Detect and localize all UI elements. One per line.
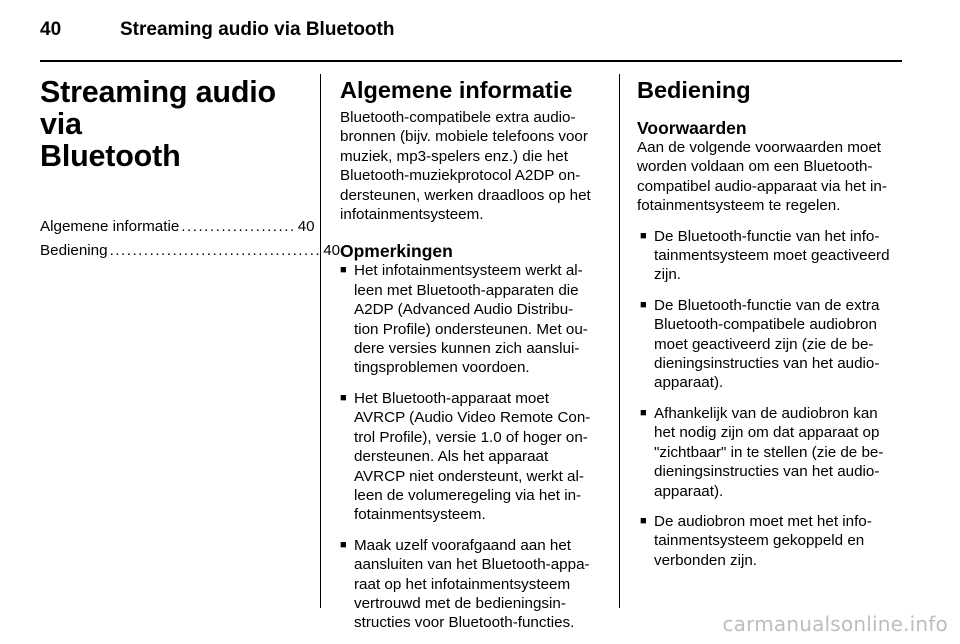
bullet-icon: ■	[340, 264, 347, 277]
list-item: ■ De Bluetooth-functie van de extra Bluetooth-compatibele audiobron moet geactiveerd zijn (zie de be- dieningsinstructies van het audio- apparaat).	[640, 296, 880, 392]
header-divider	[40, 60, 902, 62]
toc-leader: .....................................	[109, 242, 322, 259]
list-item: ■ Het Bluetooth-apparaat moet AVRCP (Audio Video Remote Con- trol Profile), versie 1.0 of hoger on- dersteunen. Als het apparaat AVRCP niet ondersteunt, werkt al- leen de volumeregeling via het in- fotainmentsysteem.	[340, 389, 591, 524]
list-item: ■ De audiobron moet met het info- tainmentsysteem gekoppeld en verbonden zijn.	[640, 512, 872, 569]
bullet-icon: ■	[340, 391, 347, 404]
conditions-list	[640, 227, 903, 571]
bullet-icon: ■	[340, 538, 347, 551]
toc-entry-label: Bediening	[40, 242, 108, 259]
section-heading-operation: Bediening	[637, 77, 751, 103]
list-item: ■ Afhankelijk van de audiobron kan het nodig zijn om dat apparaat op "zichtbaar" in te stellen (zie de be- dieningsinstructies van het audio- apparaat).	[640, 404, 884, 500]
section-heading-general: Algemene informatie	[340, 77, 573, 103]
column-divider-2	[619, 74, 620, 608]
list-item: ■ De Bluetooth-functie van het info- tainmentsysteem moet geactiveerd zijn.	[640, 227, 890, 284]
chapter-column	[40, 70, 341, 265]
toc-entry-page: 40	[323, 242, 341, 259]
toc-entry[interactable]	[40, 241, 341, 261]
conditions-lead: Aan de volgende voorwaarden moet worden voldaan om een Bluetooth- compatibel audio-apparaat via het in- fotainmentsysteem te regelen.	[637, 139, 887, 215]
operation-column	[637, 70, 903, 581]
notes-list	[340, 261, 604, 632]
running-title: Streaming audio via Bluetooth	[120, 19, 395, 40]
column-divider-1	[320, 74, 321, 608]
conditions-heading: Voorwaarden	[637, 118, 747, 138]
watermark: carmanualsonline.info	[722, 612, 948, 636]
toc-entry-page: 40	[297, 218, 315, 235]
notes-heading: Opmerkingen	[340, 241, 453, 262]
general-info-column	[340, 70, 604, 644]
bullet-icon: ■	[640, 298, 647, 311]
list-item: ■ Maak uzelf voorafgaand aan het aansluiten van het Bluetooth-appa- raat op het infotainmentsysteem vertrouwd met de bedieningsin- structies voor Bluetooth-functies.	[340, 536, 590, 632]
toc-entry-label: Algemene informatie	[40, 218, 180, 235]
bullet-icon: ■	[640, 514, 647, 527]
bullet-icon: ■	[640, 406, 647, 419]
toc-leader: ....................	[181, 218, 296, 235]
intro-paragraph: Bluetooth-compatibele extra audio- bronnen (bijv. mobiele telefoons voor muziek, mp3-spelers enz.) die het Bluetooth-muziekprotocol A2DP on- dersteunen, werken draadloos op het infotainmentsysteem.	[340, 109, 591, 224]
list-item: ■ Het infotainmentsysteem werkt al- leen met Bluetooth-apparaten die A2DP (Advanced Audio Distribu- tion Profile) ondersteunen. Met ou- dere versies kunnen zich aanslui- tingsproblemen voordoen.	[340, 262, 588, 377]
chapter-title: Streaming audio via Bluetooth	[40, 75, 276, 173]
page-number: 40	[40, 19, 62, 40]
toc-entry[interactable]	[40, 217, 315, 237]
bullet-icon: ■	[640, 229, 647, 242]
running-header	[40, 15, 902, 45]
table-of-contents	[40, 217, 341, 261]
